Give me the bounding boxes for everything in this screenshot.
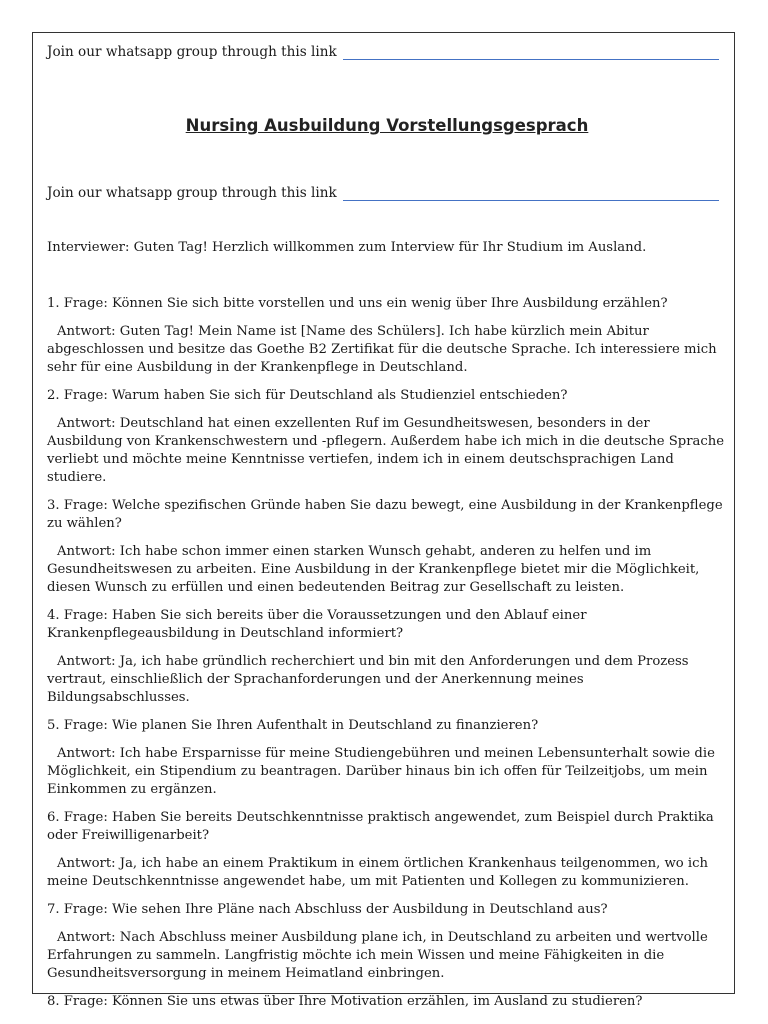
link-blank-field[interactable] — [343, 58, 719, 60]
interviewer-greeting: Interviewer: Guten Tag! Herzlich willkommen zum Interview für Ihr Studium im Ausland. — [47, 240, 647, 255]
answer: Antwort: Ich habe schon immer einen starken Wunsch gehabt, anderen zu helfen und im Gesundheitswesen zu arbeiten. Eine Ausbildung in der Krankenpflege bietet mir die Möglichkeit, diesen Wunsch zu erfüllen und einen bedeutenden Beitrag zur Gesellschaft zu leisten. — [47, 544, 700, 595]
question: 2. Frage: Warum haben Sie sich für Deutschland als Studienziel entschieden? — [47, 388, 568, 403]
whatsapp-link-text: Join our whatsapp group through this link — [47, 185, 337, 201]
question: 5. Frage: Wie planen Sie Ihren Aufenthalt in Deutschland zu finanzieren? — [47, 718, 539, 733]
answer: Antwort: Ich habe Ersparnisse für meine Studiengebühren und meinen Lebensunterhalt sowie die Möglichkeit, ein Stipendium zu beantragen. Darüber hinaus bin ich offen für Teilzeitjobs, um mein Einkommen zu ergänzen. — [47, 746, 715, 797]
question: 1. Frage: Können Sie sich bitte vorstellen und uns ein wenig über Ihre Ausbildung erzählen? — [47, 296, 668, 311]
document-page — [32, 32, 735, 1009]
question: 3. Frage: Welche spezifischen Gründe haben Sie dazu bewegt, eine Ausbildung in der Krankenpflege zu wählen? — [47, 498, 723, 531]
whatsapp-link-text: Join our whatsapp group through this link — [47, 44, 337, 60]
whatsapp-link-line-bottom[interactable] — [47, 182, 719, 202]
question: 7. Frage: Wie sehen Ihre Pläne nach Abschluss der Ausbildung in Deutschland aus? — [47, 902, 608, 917]
answer: Antwort: Nach Abschluss meiner Ausbildung plane ich, in Deutschland zu arbeiten und wertvolle Erfahrungen zu sammeln. Langfristig möchte ich mein Wissen und meine Fähigkeiten in die Gesundheitsversorgung in meinem Heimatland einbringen. — [47, 930, 708, 981]
answer: Antwort: Ja, ich habe an einem Praktikum in einem örtlichen Krankenhaus teilgenommen, wo ich meine Deutschkenntnisse angewendet habe, um mit Patienten und Kollegen zu kommunizieren. — [47, 856, 708, 889]
question: 6. Frage: Haben Sie bereits Deutschkenntnisse praktisch angewendet, zum Beispiel durch Praktika oder Freiwilligenarbeit? — [47, 810, 714, 843]
link-blank-field[interactable] — [343, 199, 719, 201]
question: 8. Frage: Können Sie uns etwas über Ihre Motivation erzählen, im Ausland zu studieren? — [47, 994, 643, 1009]
answer: Antwort: Guten Tag! Mein Name ist [Name des Schülers]. Ich habe kürzlich mein Abitur abgeschlossen und besitze das Goethe B2 Zertifikat für die deutsche Sprache. Ich interessiere mich sehr für eine Ausbildung in der Krankenpflege in Deutschland. — [47, 324, 717, 375]
answer: Antwort: Ja, ich habe gründlich recherchiert und bin mit den Anforderungen und dem Prozess vertraut, einschließlich der Sprachanforderungen und der Anerkennung meines Bildungsabschlusses. — [47, 654, 689, 705]
answer: Antwort: Deutschland hat einen exzellenten Ruf im Gesundheitswesen, besonders in der Ausbildung von Krankenschwestern und -pflegern. Außerdem habe ich mich in die deutsche Sprache verliebt und möchte meine Kenntnisse vertiefen, indem ich in einem deutschsprachigen Land studiere. — [47, 416, 725, 485]
question: 4. Frage: Haben Sie sich bereits über die Voraussetzungen und den Ablauf einer Krankenpflegeausbildung in Deutschland informiert? — [47, 608, 587, 641]
whatsapp-link-line-top[interactable] — [47, 41, 719, 61]
qa-list — [47, 295, 727, 1021]
page-title: Nursing Ausbuildung Vorstellungsgesprach — [185, 116, 589, 135]
